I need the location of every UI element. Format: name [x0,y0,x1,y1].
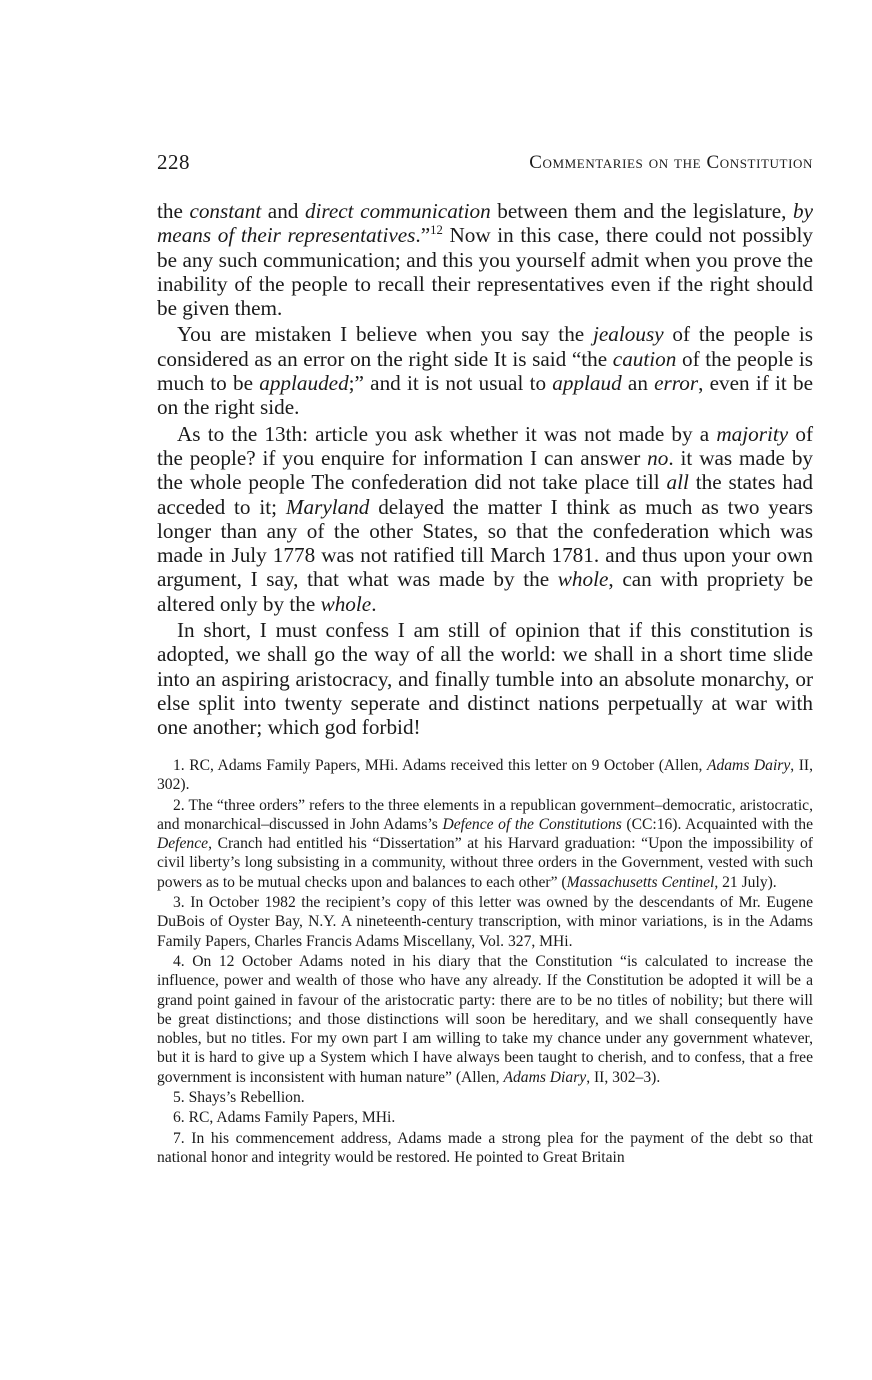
text-run: between them and the legislature, [490,199,793,223]
text-run: of the people? if you enquire for information I can answer [157,421,813,470]
text-run: 3. In October 1982 the recipient’s copy of this letter was owned by the descendants of Mr. Eugene DuBois of Oyster Bay, N.Y. A nineteenth-century transcription, with minor variations, is in the Adams Family Papers, Charles Francis Adams Miscellany, Vol. 327, MHi. [157,894,813,950]
text-run: delayed the matter I think as much as two years longer than any of the other States, so that the confederation which was made in July 1778 was not ratified till March 1781. and thus upon your own argument, I say, that what was made by the [157,494,813,592]
italic-run: jealousy [593,322,664,347]
text-run: 1. RC, Adams Family Papers, MHi. Adams received this letter on 9 October (Allen, [173,757,707,774]
footnote-5 [157,1088,813,1107]
paragraph [157,422,813,616]
text-run: 6. RC, Adams Family Papers, MHi. [173,1109,396,1127]
footnote-6 [157,1108,813,1127]
text-run: (CC:16). Acquainted with the [621,815,813,833]
text-run: the [157,199,190,223]
running-head: Commentaries on the Constitution [529,152,813,173]
italic-run: whole [320,591,372,616]
italic-run: Maryland [285,494,370,519]
page-number: 228 [157,150,190,174]
footnote-ref: 12 [430,223,443,238]
text-run: 5. Shays’s Rebellion. [173,1089,305,1107]
italic-run: direct communication [304,199,491,223]
page-header [157,150,813,182]
text-run: ;” and it is not usual to [348,371,553,396]
text-run: . it was made by the whole people The confederation did not take place till [157,445,814,495]
footnote-4 [157,952,813,1087]
footnote-2 [157,796,813,892]
italic-run: applaud [552,371,622,396]
italic-run: Adams Dairy [706,757,791,774]
text-run: . [371,591,377,616]
italic-run: Adams Diary [503,1068,587,1086]
text-run: You are mistaken I believe when you say the [177,322,594,347]
text-run: As to the 13th: article you ask whether it was not made by a [177,421,717,446]
text-run: and [261,199,305,223]
text-run: , Cranch had entitled his “Dissertation” at his Harvard graduation: “Upon the impossibility of civil liberty’s long subsisting in a community, without three orders in the Government, vested with such powers as to be mutual checks upon and balances to each other” ( [157,835,813,891]
text-run: 7. In his commencement address, Adams made a strong plea for the payment of the debt so that national honor and integrity would be restored. He pointed to Great Britain [157,1129,813,1166]
text-run: an [621,371,655,396]
paragraph [157,618,813,739]
italic-run: no [647,445,669,470]
italic-run: all [666,470,689,495]
italic-run: applauded [259,371,349,396]
italic-run: Defence of the Constitutions [442,815,622,833]
text-run: , can with propriety be altered only by the [157,567,813,616]
footnote-7 [157,1129,813,1168]
italic-run: Defence [157,835,209,853]
text-run: , 21 July). [714,873,777,891]
paragraph [157,322,813,419]
text-run: .” [415,223,431,248]
paragraph [157,199,813,320]
text-run: of the people is considered as an error on the right side It is said “the [157,322,813,371]
italic-run: majority [716,421,789,446]
italic-run: caution [612,346,677,371]
text-run: 2. The “three orders” refers to the three elements in a republican government–democratic, aristocratic, and monarchical–discussed in John Adams’s [157,796,813,833]
body-text [157,199,813,742]
italic-run: Massachusetts Centinel [566,873,715,891]
footnote-3 [157,893,813,951]
text-run: the states had acceded to it; [157,470,813,519]
text-run: In short, I must confess I am still of opinion that if this constitution is adopted, we shall go the way of all the world: we shall in a short time slide into an aspiring aristocracy, and finally tumble into an absolute monarchy, or else split into twenty seperate and distinct nations perpetually at war with one another; which god forbid! [157,618,813,740]
footnotes [157,756,813,1167]
italic-run: by means of their representatives [157,199,813,248]
text-run: 4. On 12 October Adams noted in his diary that the Constitution “is calculated to increase the influence, power and wealth of those who have any already. If the Constitution be adopted it will be a grand point gained in favour of the aristocratic party: there are to be no titles of nobility; but there will be great distinctions; and those distinctions will soon be hereditary, and we shall consequently have nobles, but no titles. For my own part I am willing to take my chance under any government whatever, but it is hard to give up a System which I have always been taught to cherish, and to confess, that a free government is inconsistent with human nature” (Allen, [157,952,813,1086]
text-run: of the people is much to be [157,346,813,396]
italic-run: error [654,371,699,396]
footnote-1 [157,756,813,795]
text-run: Now in this case, there could not possibly be any such communication; and this you yourself admit when you prove the inability of the people to recall their representatives even if the right should be given them. [157,223,813,321]
text-run: , II, 302–3). [586,1068,661,1086]
text-run: , even if it be on the right side. [157,371,813,420]
italic-run: whole [557,567,609,592]
text-run: , II, 302). [157,757,813,794]
italic-run: constant [189,199,262,223]
